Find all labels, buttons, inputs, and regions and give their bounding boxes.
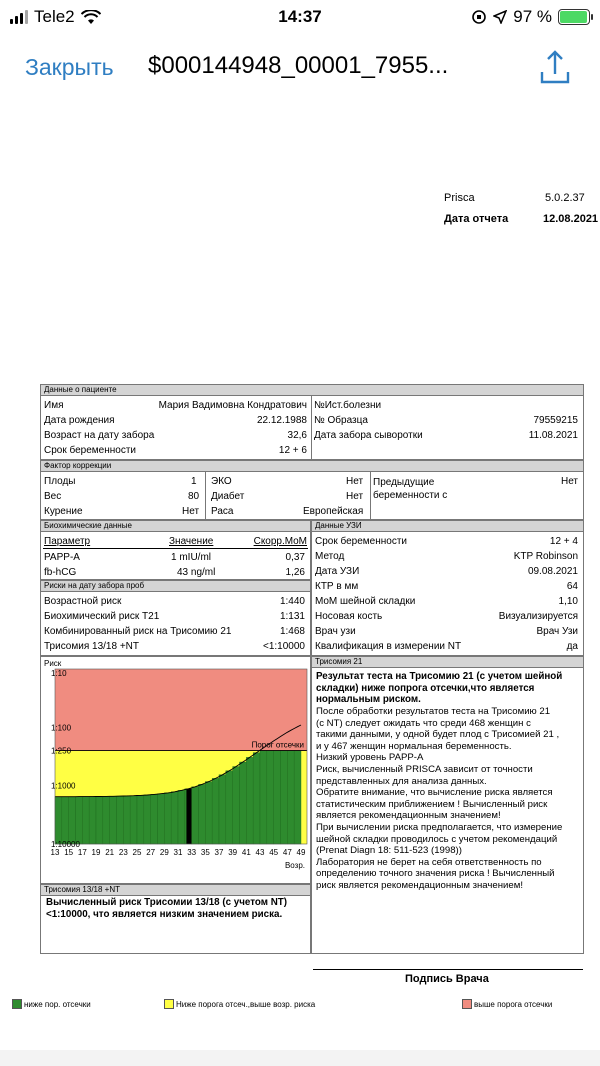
chart-bar	[253, 753, 260, 844]
us-row-value: Врач Узи	[536, 626, 578, 637]
red-swatch	[462, 999, 472, 1009]
ultrasound-panel	[311, 520, 584, 656]
t21-line: (Prenat Diagn 18: 511-523 (1998))	[316, 845, 462, 857]
y-tick-label: 1:250	[51, 746, 72, 756]
chart-bar	[212, 778, 219, 844]
x-axis-label: Возр.	[284, 861, 305, 870]
us-row-value: KTP Robinson	[513, 551, 578, 562]
smoking-value: Нет	[182, 506, 200, 517]
us-row-value: 64	[566, 581, 578, 592]
x-tick-label: 23	[118, 848, 128, 857]
race-label: Раса	[211, 506, 234, 517]
status-bar	[0, 0, 600, 36]
prev-label: Предыдущие беременности с	[373, 477, 448, 501]
dob-value: 22.12.1988	[256, 415, 307, 426]
bottom-bar	[0, 1050, 600, 1066]
report-date: 12.08.2021	[543, 213, 599, 225]
chart-bar	[219, 775, 226, 844]
legend-middle	[164, 998, 315, 1010]
diabetes-value: Нет	[346, 491, 364, 502]
app-name: Prisca	[444, 192, 475, 204]
x-tick-label: 17	[77, 848, 87, 857]
t21-line: После обработки результатов теста на Трисомию 21	[316, 706, 551, 717]
fetus-label: Плоды	[44, 476, 76, 487]
chart-bar	[199, 784, 206, 844]
chart-bar	[274, 751, 281, 844]
age-risk-label: Возрастной риск	[44, 596, 122, 607]
hcg-mom: 1,26	[285, 567, 305, 578]
biochem-risk-label: Биохимический риск T21	[44, 611, 160, 622]
hcg-param: fb-hCG	[44, 567, 77, 578]
risk-chart-panel	[40, 656, 311, 884]
patient-panel	[40, 384, 584, 460]
fetus-value: 1	[191, 476, 197, 487]
t21-header: Трисомия 21	[312, 657, 583, 668]
t21-conclusion: Результат теста на Трисомию 21 (с учетом шейной складки) ниже попрога отсечки,что является нормальным риском.	[316, 671, 563, 706]
patient-age-marker	[186, 789, 191, 844]
x-tick-label: 49	[296, 848, 306, 857]
biochem-risk-value: 1:131	[279, 611, 305, 622]
serum-date: 11.08.2021	[528, 430, 578, 441]
orientation-lock-icon	[471, 9, 487, 25]
papp-value: 1 mIU/ml	[171, 552, 211, 563]
chart-bar	[240, 762, 247, 844]
y-tick-label: 1:10	[51, 669, 67, 678]
x-tick-label: 27	[146, 848, 156, 857]
us-row-label: Метод	[315, 551, 345, 562]
combined-risk-value: 1:468	[279, 626, 305, 637]
chart-bar	[158, 794, 165, 844]
threshold-label: Порог отсечки	[251, 740, 304, 750]
risks-header: Риски на дату забора проб	[41, 581, 310, 592]
t21-line: представленных для анализа данных.	[316, 775, 487, 787]
papp-param: PAPP-A	[44, 552, 80, 563]
t21-line: шейной складки проводилось с учетом рекомендаций	[316, 833, 558, 845]
chart-bar	[144, 795, 151, 844]
race-value: Европейская	[303, 506, 364, 517]
carrier-name: Tele2	[34, 7, 75, 26]
sample-label: № Образца	[314, 415, 368, 426]
legend-above-text: выше порога отсечки	[474, 999, 553, 1009]
risks-panel	[40, 580, 311, 656]
x-tick-label: 13	[50, 848, 60, 857]
us-row-label: Врач узи	[315, 626, 356, 637]
t21-line: Низкий уровень PAPP-A	[316, 752, 424, 764]
patient-name: Мария Вадимовна Кондратович	[158, 400, 307, 411]
t21-line: Лаборатория не берет на себя ответственность по	[316, 856, 542, 868]
papp-mom: 0,37	[285, 552, 305, 563]
y-tick-label: 1:1000	[51, 781, 76, 791]
chart-bar	[178, 790, 185, 844]
chart-bar	[110, 796, 117, 844]
t1318-risk-value: <1:10000	[263, 641, 305, 652]
battery-icon	[558, 9, 590, 25]
serum-label: Дата забора сыворотки	[314, 430, 423, 441]
age-risk-value: 1:440	[279, 596, 305, 607]
t21-line: риск является рекомендационным значением!	[316, 879, 524, 891]
sample-value: 79559215	[533, 415, 578, 426]
chart-bar	[233, 767, 240, 844]
t21-line: такими данными, у одной будет плод с Трисомией 21 ,	[316, 729, 560, 741]
x-tick-label: 37	[214, 848, 224, 857]
chart-bar	[137, 795, 144, 844]
x-tick-label: 35	[200, 848, 210, 857]
legend-above	[462, 998, 552, 1010]
ultrasound-header: Данные УЗИ	[312, 521, 583, 532]
x-tick-label: 19	[91, 848, 101, 857]
document-title: $000144948_00001_7955...	[148, 52, 449, 79]
chart-bar	[103, 796, 110, 844]
weight-value: 80	[188, 491, 200, 502]
us-row-value: да	[566, 641, 578, 652]
risk-chart	[41, 657, 310, 883]
name-label: Имя	[44, 400, 64, 411]
dob-label: Дата рождения	[44, 415, 115, 426]
diabetes-label: Диабет	[211, 491, 245, 502]
share-icon[interactable]	[538, 48, 572, 88]
age-value: 32,6	[287, 430, 307, 441]
navigation-bar	[0, 36, 600, 100]
x-tick-label: 29	[159, 848, 169, 857]
t1318-header: Трисомия 13/18 +NT	[41, 885, 310, 896]
x-tick-label: 43	[255, 848, 265, 857]
us-row-label: Дата УЗИ	[315, 566, 360, 577]
us-row-value: Визуализируется	[498, 611, 578, 622]
above-threshold-region	[55, 669, 307, 751]
correction-panel	[40, 460, 584, 520]
biochem-header: Биохимические данные	[41, 521, 310, 532]
combined-risk-label: Комбинированный риск на Трисомию 21	[44, 626, 232, 637]
app-version: 5.0.2.37	[545, 192, 585, 204]
eco-value: Нет	[346, 476, 364, 487]
x-tick-label: 25	[132, 848, 142, 857]
t1318-panel	[40, 884, 311, 954]
us-row-value: 12 + 4	[549, 536, 578, 547]
y-tick-label: 1:100	[51, 723, 72, 733]
t1318-risk-label: Трисомия 13/18 +NT	[44, 641, 139, 652]
chart-bar	[260, 751, 267, 844]
chart-bar	[62, 797, 69, 844]
chart-bar	[287, 751, 294, 844]
chart-bar	[82, 797, 89, 844]
t21-panel	[311, 656, 584, 954]
battery-percent: 97 %	[513, 7, 552, 26]
us-row-value: 09.08.2021	[527, 566, 578, 577]
x-tick-label: 47	[282, 848, 292, 857]
col-mom: Скорр.MoM	[253, 536, 307, 547]
t21-line: и у 467 женщин нормальная беременность.	[316, 740, 512, 752]
t21-explanation	[316, 706, 582, 892]
t1318-conclusion: Вычисленный риск Трисомии 13/18 (с учетом NT) <1:10000, что является низким значением риска.	[46, 897, 288, 920]
chart-bar	[123, 796, 130, 844]
chart-bar	[226, 771, 233, 844]
age-label: Возраст на дату забора	[44, 430, 155, 441]
chart-bar	[96, 796, 103, 844]
weight-label: Вес	[44, 491, 62, 502]
col-param: Параметр	[44, 536, 91, 547]
chart-bar	[55, 797, 62, 844]
chart-bar	[192, 787, 199, 844]
yellow-swatch	[164, 999, 174, 1009]
t21-line: Риск, вычисленный PRISCA зависит от точности	[316, 763, 533, 775]
y-tick-label: 1:10000	[51, 840, 80, 849]
col-value: Значение	[169, 536, 214, 547]
prev-value: Нет	[560, 476, 578, 487]
legend-below-text: ниже пор. отсечки	[24, 999, 91, 1009]
x-tick-label: 45	[269, 848, 279, 857]
x-tick-label: 31	[173, 848, 183, 857]
chart-bar	[76, 797, 83, 844]
smoking-label: Курение	[44, 506, 83, 517]
chart-bar	[246, 757, 253, 844]
close-button[interactable]: Закрыть	[25, 54, 114, 80]
x-tick-label: 41	[241, 848, 251, 857]
chart-bar	[205, 782, 212, 844]
t21-line: (с NT) следует ожидать что среди 468 женщин с	[316, 717, 531, 729]
legend-below	[12, 998, 91, 1010]
us-row-label: MoM шейной складки	[315, 596, 416, 607]
location-icon	[493, 10, 507, 24]
green-swatch	[12, 999, 22, 1009]
term-value: 12 + 6	[278, 445, 307, 456]
chart-bar	[267, 751, 274, 844]
eco-label: ЭКО	[211, 476, 232, 487]
chart-bar	[294, 751, 301, 844]
chart-bar	[130, 796, 137, 844]
t21-line: статистическим приближением ! Вычисленный риск	[316, 798, 548, 810]
x-tick-label: 21	[105, 848, 115, 857]
us-row-value: 1,10	[558, 596, 578, 607]
chart-bar	[281, 751, 288, 844]
correction-header: Фактор коррекции	[41, 461, 583, 472]
x-tick-label: 39	[228, 848, 238, 857]
t21-line: определению точного значения риска ! Вычисленный	[316, 868, 555, 880]
chart-bar	[164, 793, 171, 844]
x-tick-label: 15	[64, 848, 74, 857]
biochem-panel	[40, 520, 311, 580]
chart-bar	[69, 797, 76, 844]
report-date-label: Дата отчета	[444, 213, 509, 225]
t21-line: При вычислении риска предполагается, что измерение	[316, 821, 563, 833]
us-row-label: Квалификация в измерении NT	[315, 641, 462, 652]
chart-bar	[151, 794, 158, 844]
signature-label: Подпись Врача	[405, 973, 489, 985]
t21-line: Обратите внимание, что вычисление риска является	[316, 787, 553, 799]
chart-bar	[117, 796, 124, 844]
clock: 14:37	[278, 7, 322, 26]
hcg-value: 43 ng/ml	[177, 567, 216, 578]
chart-bar	[89, 797, 96, 844]
term-label: Срок беременности	[44, 445, 137, 456]
t21-line: является рекомендационным значением!	[316, 810, 501, 822]
us-row-label: КТР в мм	[315, 581, 359, 592]
us-row-label: Носовая кость	[315, 611, 383, 622]
legend-middle-text: Ниже порога отсеч.,выше возр. риска	[176, 999, 316, 1009]
chart-bar	[171, 792, 178, 844]
patient-header: Данные о пациенте	[41, 385, 583, 396]
history-label: №Ист.болезни	[314, 400, 382, 411]
x-tick-label: 33	[187, 848, 197, 857]
us-row-label: Срок беременности	[315, 536, 408, 547]
y-axis-label: Риск	[44, 659, 62, 668]
